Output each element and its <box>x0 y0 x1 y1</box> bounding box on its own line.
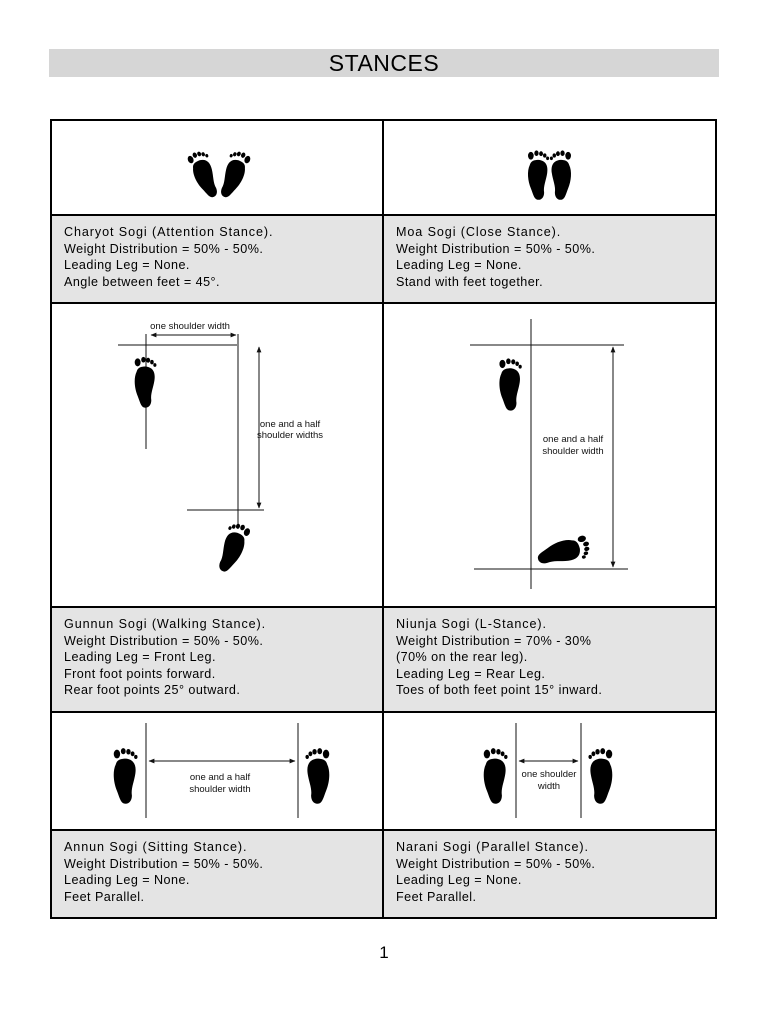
stance-detail: Feet Parallel. <box>396 889 477 904</box>
annotation-label: one and a half <box>542 434 604 445</box>
stance-detail: Weight Distribution = 50% - 50%. <box>64 241 264 256</box>
stance-detail: Weight Distribution = 50% - 50%. <box>396 241 596 256</box>
right-foot-icon <box>550 150 571 199</box>
stance-detail: Front foot points forward. <box>64 666 216 681</box>
annotation-label: shoulder width <box>189 784 251 795</box>
annotation-label: shoulder widths <box>256 430 324 441</box>
page-title: STANCES <box>328 50 440 76</box>
gunnun-sogi-illustration <box>52 304 382 606</box>
stance-detail: Leading Leg = None. <box>396 873 522 888</box>
stance-name: Narani Sogi (Parallel Stance). <box>396 840 589 854</box>
annun-sogi-illustration <box>52 713 382 829</box>
stance-detail: Leading Leg = Front Leg. <box>64 650 216 665</box>
stance-description-narani-sogi <box>384 831 715 917</box>
right-foot-icon <box>588 748 612 804</box>
stance-name: Niunja Sogi (L-Stance). <box>396 617 547 631</box>
right-foot-icon <box>215 148 252 201</box>
front-foot-icon <box>535 534 592 570</box>
stance-detail: Leading Leg = None. <box>64 873 190 888</box>
moa-sogi-illustration <box>384 121 715 214</box>
charyot-sogi-illustration <box>52 121 382 214</box>
left-foot-icon <box>114 748 138 804</box>
stance-detail: Rear foot points 25° outward. <box>64 683 241 698</box>
stance-name: Moa Sogi (Close Stance). <box>396 225 562 239</box>
niunja-sogi-illustration <box>384 304 715 606</box>
stance-detail: Leading Leg = Rear Leg. <box>396 666 546 681</box>
stance-description-niunja-sogi <box>384 608 715 711</box>
stance-name: Charyot Sogi (Attention Stance). <box>64 225 274 239</box>
stance-detail: Leading Leg = None. <box>396 258 522 273</box>
narani-sogi-illustration <box>384 713 715 829</box>
stance-detail: Stand with feet together. <box>396 274 544 289</box>
annotation-label: width <box>537 781 561 792</box>
stance-detail: Angle between feet = 45°. <box>64 274 220 289</box>
page-number: 1 <box>379 943 389 962</box>
left-foot-icon <box>528 150 549 199</box>
rear-foot-icon <box>499 358 521 410</box>
annotation-label: one and a half <box>189 772 251 783</box>
stance-description-gunnun-sogi <box>52 608 382 711</box>
annotation-label: one and a half <box>259 419 321 430</box>
stance-detail: Feet Parallel. <box>64 889 145 904</box>
stance-detail: Leading Leg = None. <box>64 258 190 273</box>
stance-name: Annun Sogi (Sitting Stance). <box>64 840 248 854</box>
title-bar <box>49 49 719 77</box>
left-foot-icon <box>186 148 223 201</box>
stance-description-charyot-sogi <box>52 216 382 302</box>
right-foot-icon <box>305 748 329 804</box>
stance-description-moa-sogi <box>384 216 715 302</box>
annotation-label: one shoulder width <box>150 321 230 332</box>
stance-detail: (70% on the rear leg). <box>396 650 528 665</box>
stance-description-annun-sogi <box>52 831 382 917</box>
stance-detail: Toes of both feet point 15° inward. <box>396 683 603 698</box>
annotation-label: one shoulder <box>521 769 577 780</box>
right-foot-icon <box>213 520 252 575</box>
left-foot-icon <box>484 748 508 804</box>
annotation-label: shoulder width <box>542 446 604 457</box>
stance-name: Gunnun Sogi (Walking Stance). <box>64 617 267 631</box>
stance-detail: Weight Distribution = 50% - 50%. <box>64 633 264 648</box>
stance-detail: Weight Distribution = 50% - 50%. <box>64 856 264 871</box>
stance-detail: Weight Distribution = 50% - 50%. <box>396 856 596 871</box>
stance-detail: Weight Distribution = 70% - 30% <box>396 633 592 648</box>
